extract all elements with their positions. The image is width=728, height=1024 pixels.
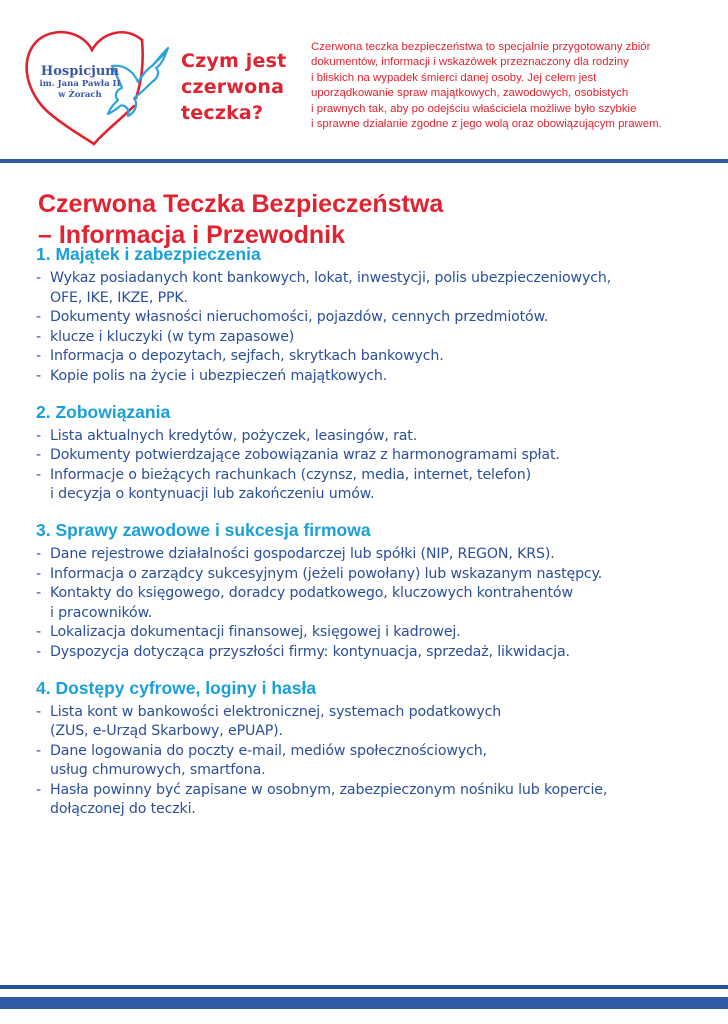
list-item-text: usług chmurowych, smartfona. [50, 762, 266, 779]
sections-container [36, 243, 716, 834]
list-item [36, 427, 716, 447]
bullet-list [36, 703, 716, 821]
list-item [36, 367, 716, 387]
header-divider [0, 159, 728, 163]
dash-bullet-icon: - [36, 367, 41, 384]
list-item-text: Informacja o zarządcy sukcesyjnym (jeżeli powołany) lub wskazanym następcy. [50, 565, 603, 582]
hospice-logo [24, 28, 176, 146]
bullet-list [36, 427, 716, 505]
dash-bullet-icon: - [36, 565, 41, 582]
list-item [36, 643, 716, 663]
list-item-text: Dokumenty własności nieruchomości, pojazdów, cennych przedmiotów. [50, 309, 549, 326]
list-item-text: Kopie polis na życie i ubezpieczeń majątkowych. [50, 367, 388, 384]
list-item-text: Lokalizacja dokumentacji finansowej, księgowej i kadrowej. [50, 624, 461, 641]
footer-divider-thin [0, 985, 728, 989]
section-3 [36, 519, 716, 663]
list-item-text: Lista aktualnych kredytów, pożyczek, leasingów, rat. [50, 427, 418, 444]
dash-bullet-icon: - [36, 742, 41, 759]
list-item [36, 584, 716, 623]
header-question [181, 48, 306, 126]
intro-paragraph [311, 40, 721, 132]
dash-bullet-icon: - [36, 545, 41, 562]
bullet-list [36, 269, 716, 387]
list-item-text: OFE, IKE, IKZE, PPK. [50, 289, 188, 306]
dash-bullet-icon: - [36, 703, 41, 720]
dash-bullet-icon: - [36, 328, 41, 345]
dash-bullet-icon: - [36, 427, 41, 444]
bullet-list [36, 545, 716, 663]
dash-bullet-icon: - [36, 447, 41, 464]
list-item-text: Informacje o bieżących rachunkach (czynsz, media, internet, telefon) [50, 466, 532, 483]
section-heading: 3. Sprawy zawodowe i sukcesja firmowa [36, 519, 371, 540]
footer-divider-thick [0, 997, 728, 1009]
list-item-text: Lista kont w bankowości elektronicznej, systemach podatkowych [50, 703, 502, 720]
list-item [36, 703, 716, 742]
dash-bullet-icon: - [36, 309, 41, 326]
list-item-text: Kontakty do księgowego, doradcy podatkowego, kluczowych kontrahentów [50, 585, 573, 602]
section-2 [36, 401, 716, 505]
dash-bullet-icon: - [36, 270, 41, 286]
logo-line-3: w Żorach [58, 90, 102, 100]
title-line: Czerwona Teczka Bezpieczeństwa [38, 189, 444, 218]
dash-bullet-icon: - [36, 348, 41, 365]
dash-bullet-icon: - [36, 466, 41, 483]
dash-bullet-icon: - [36, 624, 41, 641]
list-item-text: dołączonej do teczki. [50, 801, 196, 818]
list-item-text: Dyspozycja dotycząca przyszłości firmy: kontynuacja, sprzedaż, likwidacja. [50, 643, 570, 660]
intro-line: i prawnych tak, aby po odejściu właściciela możliwe było szybkie [311, 102, 637, 115]
dash-bullet-icon: - [36, 643, 41, 660]
list-item-text: i pracowników. [50, 604, 153, 621]
list-item [36, 545, 716, 565]
list-item [36, 742, 716, 781]
list-item-text: Informacja o depozytach, sejfach, skrytkach bankowych. [50, 348, 444, 365]
list-item-text: klucze i kluczyki (w tym zapasowe) [50, 328, 295, 345]
section-1 [36, 243, 716, 387]
logo-line-1: Hospicjum [40, 64, 120, 79]
list-item [36, 565, 716, 585]
intro-line: dokumentów, informacji i wskazówek przeznaczony dla rodziny [311, 56, 629, 69]
list-item [36, 347, 716, 367]
list-item [36, 446, 716, 466]
question-line: teczka? [181, 102, 264, 124]
intro-line: i sprawne działanie zgodne z jego wolą oraz obowiązującym prawem. [311, 118, 662, 131]
list-item-text: Dane logowania do poczty e-mail, mediów społecznościowych, [50, 742, 487, 759]
question-line: Czym jest [181, 50, 287, 72]
list-item-text: Dokumenty potwierdzające zobowiązania wraz z harmonogramami spłat. [50, 447, 560, 464]
logo-line-2: im. Jana Pawła II [39, 79, 121, 89]
list-item-text: Wykaz posiadanych kont bankowych, lokat, inwestycji, polis ubezpieczeniowych, [50, 270, 612, 286]
dash-bullet-icon: - [36, 781, 41, 798]
page-header [0, 0, 728, 158]
list-item-text: i decyzja o kontynuacji lub zakończeniu umów. [50, 486, 375, 503]
section-heading: 4. Dostępy cyfrowe, loginy i hasła [36, 677, 317, 698]
section-heading: 1. Majątek i zabezpieczenia [36, 244, 261, 264]
dash-bullet-icon: - [36, 585, 41, 602]
question-line: czerwona [181, 76, 285, 98]
list-item [36, 623, 716, 643]
list-item-text: (ZUS, e-Urząd Skarbowy, ePUAP). [50, 723, 283, 740]
list-item [36, 781, 716, 820]
intro-line: i bliskich na wypadek śmierci danej osoby. Jej celem jest [311, 71, 597, 84]
list-item-text: Dane rejestrowe działalności gospodarczej lub spółki (NIP, REGON, KRS). [50, 545, 555, 562]
section-heading: 2. Zobowiązania [36, 401, 171, 422]
intro-line: Czerwona teczka bezpieczeństwa to specjalnie przygotowany zbiór [311, 41, 651, 53]
title-line: – Informacja i Przewodnik [38, 220, 346, 249]
list-item-text: Hasła powinny być zapisane w osobnym, zabezpieczonym nośniku lub kopercie, [50, 781, 608, 798]
list-item [36, 466, 716, 505]
section-4 [36, 677, 716, 821]
list-item [36, 308, 716, 328]
intro-line: uporządkowanie spraw majątkowych, zawodowych, osobistych [311, 87, 629, 100]
list-item [36, 328, 716, 348]
page-title [38, 189, 698, 251]
list-item [36, 269, 716, 308]
logo-text [24, 64, 136, 101]
